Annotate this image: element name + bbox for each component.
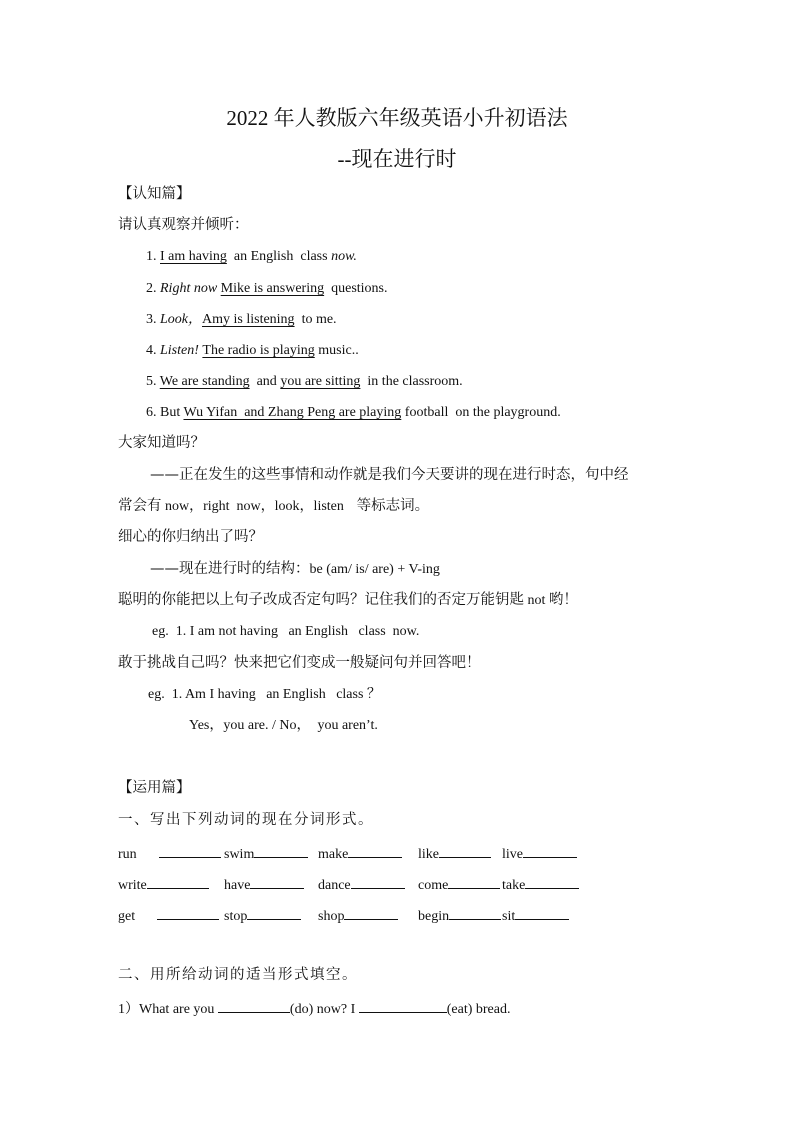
sentence-text: music.. (314, 343, 359, 358)
verb-word: sit (502, 909, 516, 924)
verb-word: get (118, 909, 136, 924)
verb-item (224, 845, 308, 862)
page-subtitle: --现在进行时 (337, 147, 457, 171)
explanation-line-2 (118, 499, 429, 514)
answer-blank[interactable] (247, 907, 301, 920)
verb-item (418, 907, 501, 924)
verb-word: write (118, 878, 147, 893)
sentence-text: in the classroom. (360, 374, 463, 389)
sentence-text: Listen! (160, 343, 203, 358)
verb-item (318, 907, 398, 924)
structure-formula: be (am/ is/ are) + V-ing (309, 562, 440, 577)
section-heading-practice: 【运用篇】 (118, 780, 191, 796)
example-sentence (146, 344, 359, 358)
sentence-number: 3. (146, 312, 160, 327)
negative-key-word: not (524, 593, 549, 608)
highlighted-phrase: I am having (160, 249, 227, 264)
section-heading-cognition: 【认知篇】 (118, 186, 191, 202)
verb-word: stop (224, 909, 248, 924)
answer-blank[interactable] (525, 876, 579, 889)
explanation-line-2-cn-b: 等标志词。 (347, 498, 430, 514)
question-prompt: 敢于挑战自己吗？快来把它们变成一般疑问句并回答吧！ (118, 655, 481, 671)
q1-part-b: (do) now? I (289, 1002, 359, 1017)
verb-word: make (318, 847, 349, 862)
sentence-text: But (160, 405, 184, 420)
answer-blank[interactable] (218, 1000, 290, 1013)
verb-word: run (118, 847, 137, 862)
q1-part-c: (eat) bread. (446, 1002, 511, 1017)
question-example-answer: Yes，you are. / No， you aren’t. (189, 718, 378, 733)
structure-line (150, 562, 440, 577)
sentence-text: and (249, 374, 281, 389)
verb-item (318, 876, 405, 893)
highlighted-phrase: Wu Yifan and Zhang Peng are playing (183, 405, 402, 420)
explanation-line-2-cn-a: 常会有 (118, 498, 162, 514)
verb-item (502, 845, 577, 862)
answer-blank[interactable] (344, 907, 398, 920)
verb-item (418, 876, 500, 893)
verb-item (224, 907, 301, 924)
sentence-number: 1. (146, 249, 160, 264)
answer-blank[interactable] (351, 876, 405, 889)
sentence-text: Right now (160, 281, 221, 296)
answer-blank[interactable] (250, 876, 304, 889)
verb-word: like (418, 847, 439, 862)
negative-prompt (118, 593, 578, 608)
question-example: eg. 1. Am I having an English class ？ (148, 687, 381, 702)
verb-item (118, 845, 221, 862)
sentence-number: 2. (146, 281, 160, 296)
answer-blank[interactable] (515, 907, 569, 920)
sentence-number: 5. (146, 374, 160, 389)
exercise-2-question-1 (118, 1000, 510, 1017)
negative-prompt-cn-a: 聪明的你能把以上句子改成否定句吗？记住我们的否定万能钥匙 (118, 592, 524, 608)
sentence-text: football on the playground. (401, 405, 561, 420)
exercise-1-title: 一、写出下列动词的现在分词形式。 (118, 812, 374, 828)
answer-blank[interactable] (348, 845, 402, 858)
answer-blank[interactable] (157, 907, 219, 920)
highlighted-phrase: you are sitting (280, 374, 361, 389)
verb-word: come (418, 878, 449, 893)
signal-words: now，right now，look，listen (161, 499, 348, 514)
verb-word: take (502, 878, 526, 893)
verb-item (118, 907, 219, 924)
verb-item (502, 907, 569, 924)
verb-item (118, 876, 209, 893)
intro-text: 请认真观察并倾听： (118, 217, 249, 233)
verb-word: begin (418, 909, 450, 924)
sentence-number: 4. (146, 343, 160, 358)
answer-blank[interactable] (448, 876, 500, 889)
highlighted-phrase: We are standing (159, 374, 250, 389)
exercise-2-title: 二、用所给动词的适当形式填空。 (118, 967, 358, 983)
verb-item (502, 876, 579, 893)
verb-word: swim (224, 847, 255, 862)
sentence-text: now. (331, 249, 357, 264)
answer-blank[interactable] (449, 907, 501, 920)
example-sentence (146, 406, 561, 420)
answer-blank[interactable] (523, 845, 577, 858)
structure-label: ——现在进行时的结构： (150, 561, 310, 577)
answer-blank[interactable] (159, 845, 221, 858)
sentence-text: questions. (324, 281, 388, 296)
explanation-line-1: ——正在发生的这些事情和动作就是我们今天要讲的现在进行时态，句中经 (150, 467, 629, 483)
highlighted-phrase: Mike is answering (220, 281, 325, 296)
negative-example: eg. 1. I am not having an English class now. (152, 624, 420, 639)
sentence-text: Look， (160, 312, 202, 327)
highlighted-phrase: The radio is playing (202, 343, 315, 358)
sentence-text: an English class (226, 249, 332, 264)
verb-word: dance (318, 878, 351, 893)
example-sentence (146, 313, 337, 327)
answer-blank[interactable] (147, 876, 209, 889)
verb-word: have (224, 878, 251, 893)
question-summary: 细心的你归纳出了吗？ (118, 529, 263, 545)
verb-word: live (502, 847, 523, 862)
answer-blank[interactable] (359, 1000, 447, 1013)
example-sentence (146, 375, 463, 389)
question-do-you-know: 大家知道吗？ (118, 435, 205, 451)
verb-item (318, 845, 402, 862)
sentence-number: 6. (146, 405, 160, 420)
highlighted-phrase: Amy is listening (202, 312, 295, 327)
verb-item (224, 876, 304, 893)
negative-prompt-cn-b: 哟！ (548, 592, 578, 608)
verb-word: shop (318, 909, 345, 924)
sentence-text: to me. (294, 312, 337, 327)
example-sentence (146, 282, 388, 296)
answer-blank[interactable] (254, 845, 308, 858)
verb-item (418, 845, 491, 862)
answer-blank[interactable] (439, 845, 491, 858)
page-title: 2022 年人教版六年级英语小升初语法 (226, 106, 568, 130)
q1-part-a: 1）What are you (118, 1002, 218, 1017)
example-sentence (146, 250, 357, 264)
